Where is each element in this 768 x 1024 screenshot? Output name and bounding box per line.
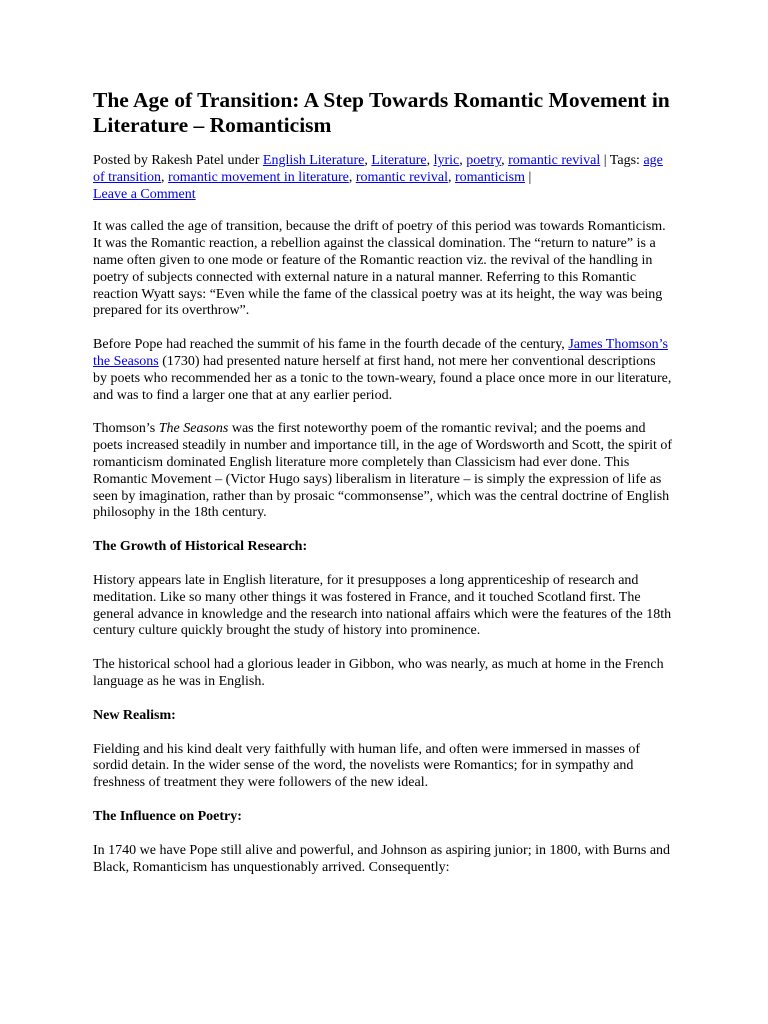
paragraph-intro: It was called the age of transition, because the drift of poetry of this period was towards Romanticism. It was the Romantic reaction, a rebellion against the classical domination. The “return to nature” is a name often given to one mode or feature of the Romantic reaction viz. the revival of the handling in poetry of subjects connected with external nature in a natural manner. Referring to this Romantic reaction Wyatt says: “Even while the fame of the classical poetry was at its height, the way was being prepared for its overthrow”. xyxy=(93,219,666,319)
thomson-seasons-link[interactable]: James Thomson’s the Seasons xyxy=(93,337,669,369)
separator: , xyxy=(426,153,434,168)
separator: , xyxy=(348,169,356,185)
category-link-romantic-revival[interactable]: romantic revival xyxy=(508,153,601,168)
separator: , xyxy=(501,153,509,168)
separator: , xyxy=(364,153,372,168)
post-meta xyxy=(93,153,673,203)
tag-link-romantic-revival[interactable]: romantic revival xyxy=(355,169,448,185)
leave-comment-link[interactable]: Leave a Comment xyxy=(93,186,196,202)
category-link-english-literature[interactable]: English Literature xyxy=(262,153,365,168)
separator: , xyxy=(161,169,169,185)
paragraph-text: (1730) had presented nature herself at first hand, not mere her conventional descriptions by poets who recommended her as a tonic to the town-weary, found a place once more in our literature, and was to find a larger one that at any earlier period. xyxy=(93,353,672,403)
tag-link-age-of-transition[interactable]: age of transition xyxy=(93,153,663,185)
posted-by-text: Posted by Rakesh Patel under xyxy=(93,153,263,168)
paragraph-text: Before Pope had reached the summit of his fame in the fourth decade of the century, xyxy=(93,337,569,353)
paragraph-poetry: In 1740 we have Pope still alive and powerful, and Johnson as aspiring junior; in 1800, with Burns and Black, Romanticism has unquestionably arrived. Consequently: xyxy=(93,842,671,875)
paragraph-text: was the first noteworthy poem of the romantic revival; and the poems and poets increased steadily in number and importance till, in the age of Wordsworth and Scott, the spirit of romanticism dominated English literature more completely than Classicism had ever done. This Romantic Movement – (Victor Hugo says) liberalism in literature – is simply the expression of life as seen by imagination, rather than by prosaic “commonsense”, which was the central doctrine of English philosophy in the 18th century. xyxy=(93,421,673,521)
tag-link-romantic-movement[interactable]: romantic movement in literature xyxy=(168,169,349,185)
pipe-separator: | xyxy=(524,169,532,185)
heading-influence-on-poetry: The Influence on Poetry: xyxy=(93,808,242,824)
category-link-literature[interactable]: Literature xyxy=(371,153,427,168)
pipe-separator: | xyxy=(600,153,610,168)
article-title: The Age of Transition: A Step Towards Romantic Movement in Literature – Romanticism xyxy=(93,88,670,137)
heading-new-realism: New Realism: xyxy=(93,707,176,723)
category-link-poetry[interactable]: poetry xyxy=(466,153,502,168)
paragraph-fielding: Fielding and his kind dealt very faithfully with human life, and often were immersed in masses of sordid detain. In the wider sense of the word, the novelists were Romantics; for in sympathy and freshness of treatment they were followers of the new ideal. xyxy=(93,741,641,791)
paragraph-history: History appears late in English literature, for it presupposes a long apprenticeship of research and meditation. Like so many other things it was fostered in France, and it touched Scotland first. The general advance in knowledge and the research into national affairs which were the features of the 18th century culture quickly brought the study of history into prominence. xyxy=(93,572,672,639)
article xyxy=(93,88,673,893)
tags-label: Tags: xyxy=(609,153,644,168)
separator: , xyxy=(459,153,467,168)
paragraph-thomson xyxy=(93,337,673,404)
the-seasons-title: The Seasons xyxy=(158,421,229,437)
tag-link-romanticism[interactable]: romanticism xyxy=(454,169,525,185)
heading-historical-research: The Growth of Historical Research: xyxy=(93,539,308,555)
paragraph-gibbon: The historical school had a glorious leader in Gibbon, who was nearly, as much at home in the French language as he was in English. xyxy=(93,657,664,689)
category-link-lyric[interactable]: lyric xyxy=(433,153,460,168)
separator: , xyxy=(447,169,455,185)
paragraph-text: Thomson’s xyxy=(93,421,159,437)
paragraph-seasons xyxy=(93,421,673,522)
